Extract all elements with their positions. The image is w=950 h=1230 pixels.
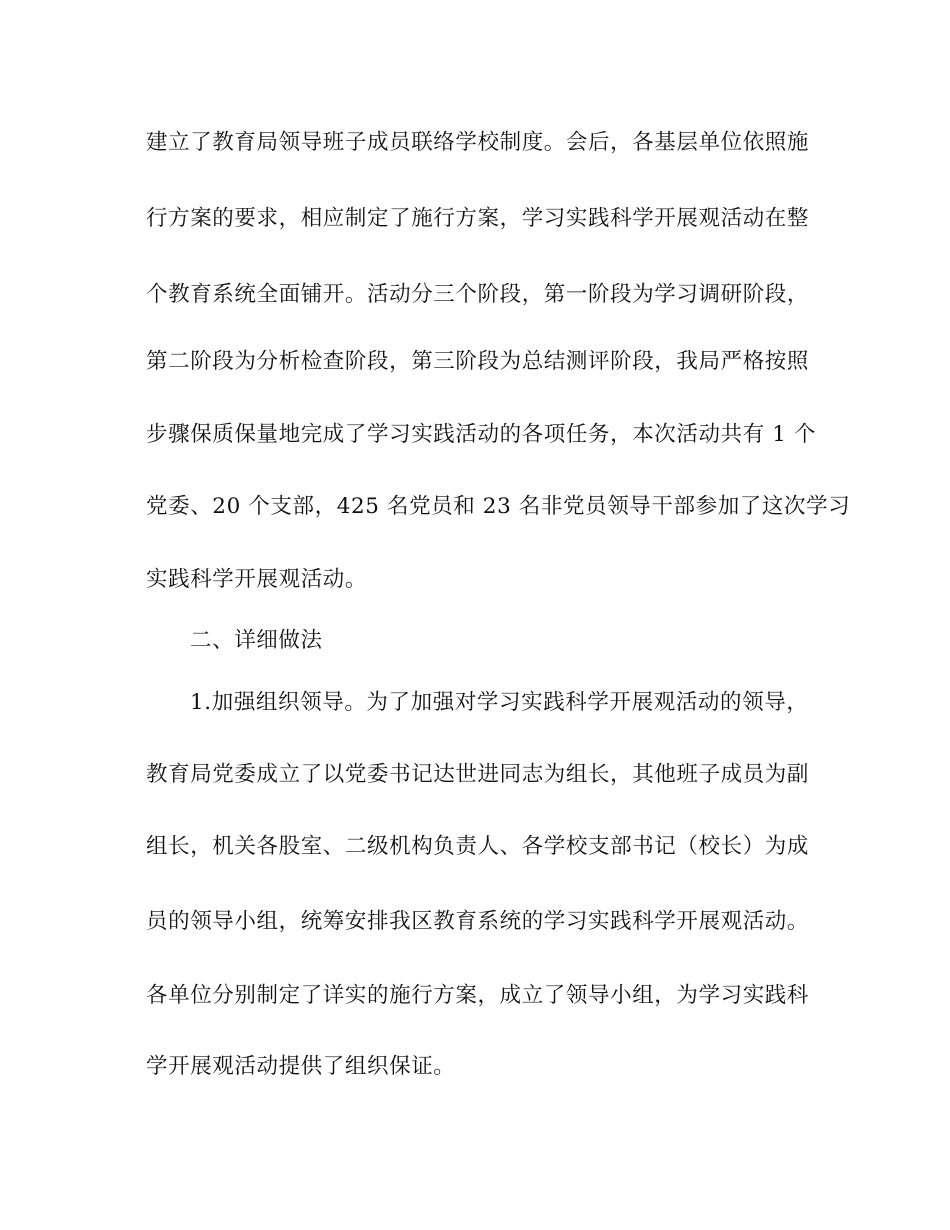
paragraph-line: 教育局党委成立了以党委书记达世进同志为组长，其他班子成员为副 xyxy=(146,762,810,787)
paragraph-line: 建立了教育局领导班子成员联络学校制度。会后，各基层单位依照施 xyxy=(146,130,810,155)
paragraph-line: 党委、20 个支部，425 名党员和 23 名非党员领导干部参加了这次学习 xyxy=(146,494,851,519)
paragraph-line: 1.加强组织领导。为了加强对学习实践科学开展观活动的领导， xyxy=(190,690,809,715)
paragraph-line: 行方案的要求，相应制定了施行方案，学习实践科学开展观活动在整 xyxy=(146,206,810,231)
paragraph-line: 步骤保质保量地完成了学习实践活动的各项任务，本次活动共有 1 个 xyxy=(146,422,817,447)
paragraph-line: 员的领导小组，统筹安排我区教育系统的学习实践科学开展观活动。 xyxy=(146,909,810,934)
paragraph-line: 个教育系统全面铺开。活动分三个阶段，第一阶段为学习调研阶段， xyxy=(146,282,810,307)
paragraph-line: 组长，机关各股室、二级机构负责人、各学校支部书记（校长）为成 xyxy=(146,834,810,859)
paragraph-line: 各单位分别制定了详实的施行方案，成立了领导小组，为学习实践科 xyxy=(146,983,810,1008)
paragraph-line: 第二阶段为分析检查阶段，第三阶段为总结测评阶段，我局严格按照 xyxy=(146,349,810,374)
paragraph-line: 实践科学开展观活动。 xyxy=(146,567,368,592)
paragraph-line: 学开展观活动提供了组织保证。 xyxy=(146,1054,456,1079)
section-heading: 二、详细做法 xyxy=(190,628,323,653)
